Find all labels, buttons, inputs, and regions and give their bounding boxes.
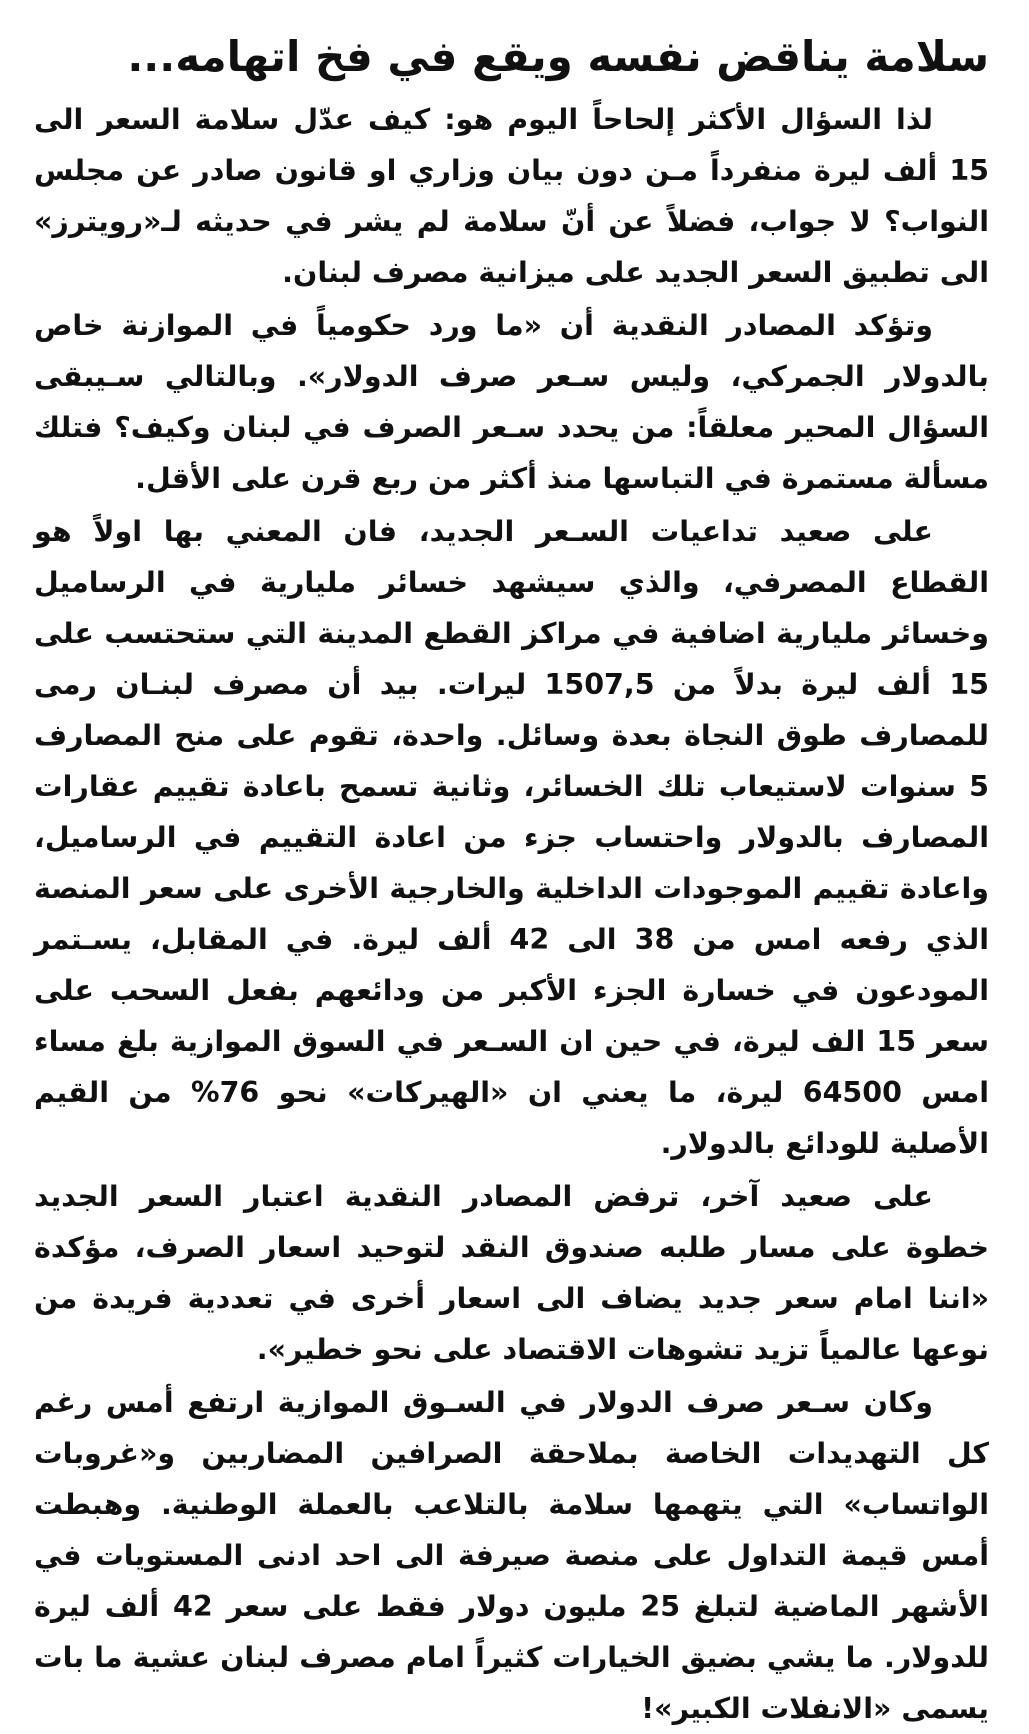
article-paragraph: وتؤكد المصادر النقدية أن «ما ورد حكومياً في الموازنة خاص بالدولار الجمركي، وليس سـعر صرف الدولار». وبالتالي سـيبقى السؤال المحير معلقاً: من يحدد سـعر الصرف في لبنان وكيف؟ فتلك مسألة مستمرة في التباسها منذ أكثر من ربع قرن على الأقل. xyxy=(34,309,989,495)
article-paragraph: على صعيد تداعيات السـعر الجديد، فان المعني بها اولاً هو القطاع المصرفي، والذي سيشهد خسائر مليارية في الرساميل وخسائر مليارية اضافية في مراكز القطع المدينة التي ستحتسب على 15 ألف ليرة بدلاً من 1507,5 ليرات. بيد أن مصرف لبنـان رمى للمصارف طوق النجاة بعدة وسائل. واحدة، تقوم على منح المصارف 5 سنوات لاستيعاب تلك الخسائر، وثانية تسمح باعادة تقييم عقارات المصارف بالدولار واحتساب جزء من اعادة التقييم في الرساميل، واعادة تقييم الموجودات الداخلية والخارجية الأخرى على سعر المنصة الذي رفعه امس من 38 الى 42 ألف ليرة. في المقابل، يسـتمر المودعون في خسارة الجزء الأكبر من ودائعهم بفعل السحب على سعر 15 الف ليرة، في حين ان السـعر في السوق الموازية بلغ مساء امس 64500 ليرة، ما يعني ان «الهيركات» نحو 76% من القيم الأصلية للودائع بالدولار. xyxy=(34,515,989,1160)
article-headline: سلامة يناقض نفسه ويقع في فخ اتهامه... xyxy=(127,32,989,81)
article-paragraph: على صعيد آخر، ترفض المصادر النقدية اعتبار السعر الجديد خطوة على مسار طلبه صندوق النقد لتوحيد اسعار الصرف، مؤكدة «اننا امام سعر جديد يضاف الى اسعار أخرى في تعددية فريدة من نوعها عالمياً تزيد تشوهات الاقتصاد على نحو خطير». xyxy=(34,1180,989,1366)
article-paragraph: وكان سـعر صرف الدولار في السـوق الموازية ارتفع أمس رغم كل التهديدات الخاصة بملاحقة الصرافين المضاربين و«غروبات الواتساب» التي يتهمها سلامة بالتلاعب بالعملة الوطنية. وهبطت أمس قيمة التداول على منصة صيرفة الى احد ادنى المستويات في الأشهر الماضية لتبلغ 25 مليون دولار فقط على سعر 42 ألف ليرة للدولار. ما يشي بضيق الخيارات كثيراً امام مصرف لبنان عشية ما بات يسمى «الانفلات الكبير»! xyxy=(34,1386,989,1725)
article-paragraph: لذا السؤال الأكثر إلحاحاً اليوم هو: كيف عدّل سلامة السعر الى 15 ألف ليرة منفرداً مـن دون بيان وزاري او قانون صادر عن مجلس النواب؟ لا جواب، فضلاً عن أنّ سلامة لم يشر في حديثه لـ«رويترز» الى تطبيق السعر الجديد على ميزانية مصرف لبنان. xyxy=(34,103,989,289)
